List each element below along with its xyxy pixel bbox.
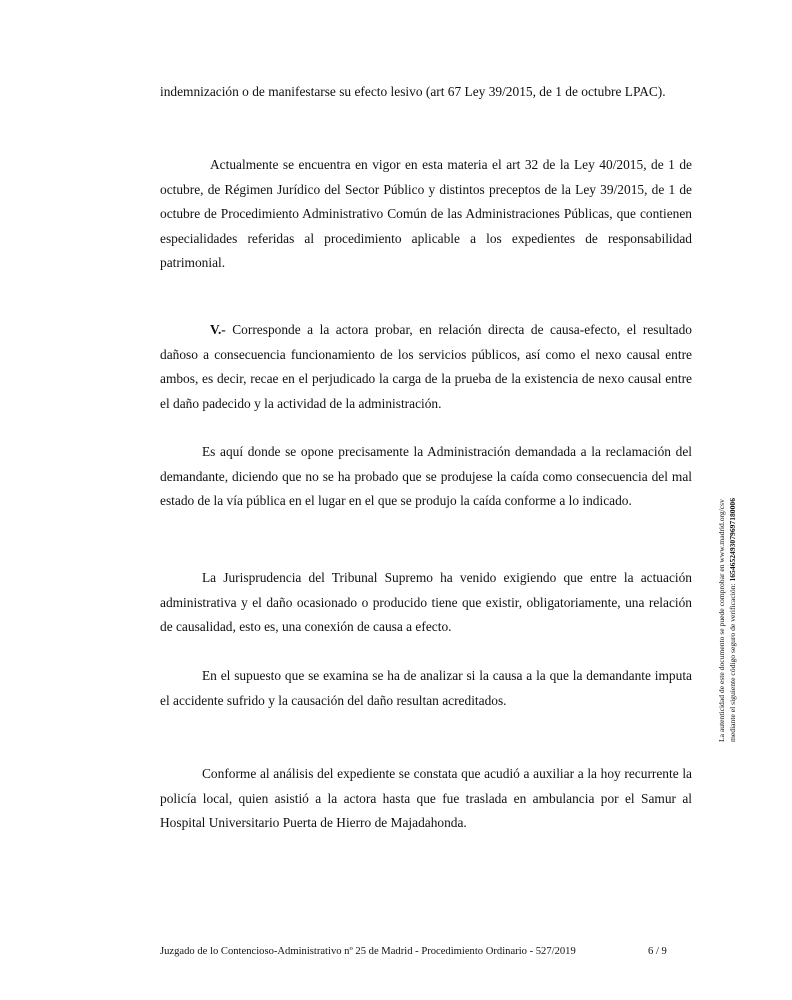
verification-code: 1654652493079697180006	[728, 498, 737, 582]
paragraph-2: Actualmente se encuentra en vigor en esta materia el art 32 de la Ley 40/2015, de 1 de octubre, de Régimen Jurídico del Sector Público y distintos preceptos de la Ley 39/2015, de 1 de octubre de Procedimiento Administrativo Común de las Administraciones Públicas, que contienen especialidades referidas al procedimiento aplicable a los expedientes de responsabilidad patrimonial.	[160, 157, 692, 270]
verification-line-2	[727, 452, 738, 742]
section-heading: V.-	[210, 322, 226, 337]
verification-line-1: La autenticidad de este documento se puede comprobar en www.madrid.org/csv	[717, 499, 726, 742]
paragraph-3-text: Corresponde a la actora probar, en relación directa de causa-efecto, el resultado dañoso a consecuencia funcionamiento de los servicios públicos, así como el nexo causal entre ambos, es decir, recae en el perjudicado la carga de la prueba de la existencia de nexo causal entre el daño padecido y la actividad de la administración.	[160, 322, 692, 411]
paragraph-7: Conforme al análisis del expediente se constata que acudió a auxiliar a la hoy recurrente la policía local, quien asistió a la actora hasta que fue traslada en ambulancia por el Samur al Hospital Universitario Puerta de Hierro de Majadahonda.	[160, 766, 692, 830]
paragraph-1: indemnización o de manifestarse su efecto lesivo (art 67 Ley 39/2015, de 1 de octubre LPAC).	[160, 84, 666, 99]
paragraph-6: En el supuesto que se examina se ha de analizar si la causa a la que la demandante imputa el accidente sufrido y la causación del daño resultan acreditados.	[160, 668, 692, 708]
paragraph-3	[160, 318, 692, 416]
page-number: 6 / 9	[648, 946, 667, 957]
verification-line-2-prefix: mediante el siguiente código seguro de verificación:	[728, 581, 737, 742]
footer-court-info: Juzgado de lo Contencioso-Administrativo nº 25 de Madrid - Procedimiento Ordinario - 527/2019	[160, 946, 576, 957]
paragraph-5: La Jurisprudencia del Tribunal Supremo ha venido exigiendo que entre la actuación administrativa y el daño ocasionado o producido tiene que existir, obligatoriamente, una relación de causalidad, esto es, una conexión de causa a efecto.	[160, 570, 692, 634]
verification-note	[716, 452, 746, 742]
paragraph-4: Es aquí donde se opone precisamente la Administración demandada a la reclamación del demandante, diciendo que no se ha probado que se produjese la caída como consecuencia del mal estado de la vía pública en el lugar en el que se produjo la caída conforme a lo indicado.	[160, 444, 692, 508]
